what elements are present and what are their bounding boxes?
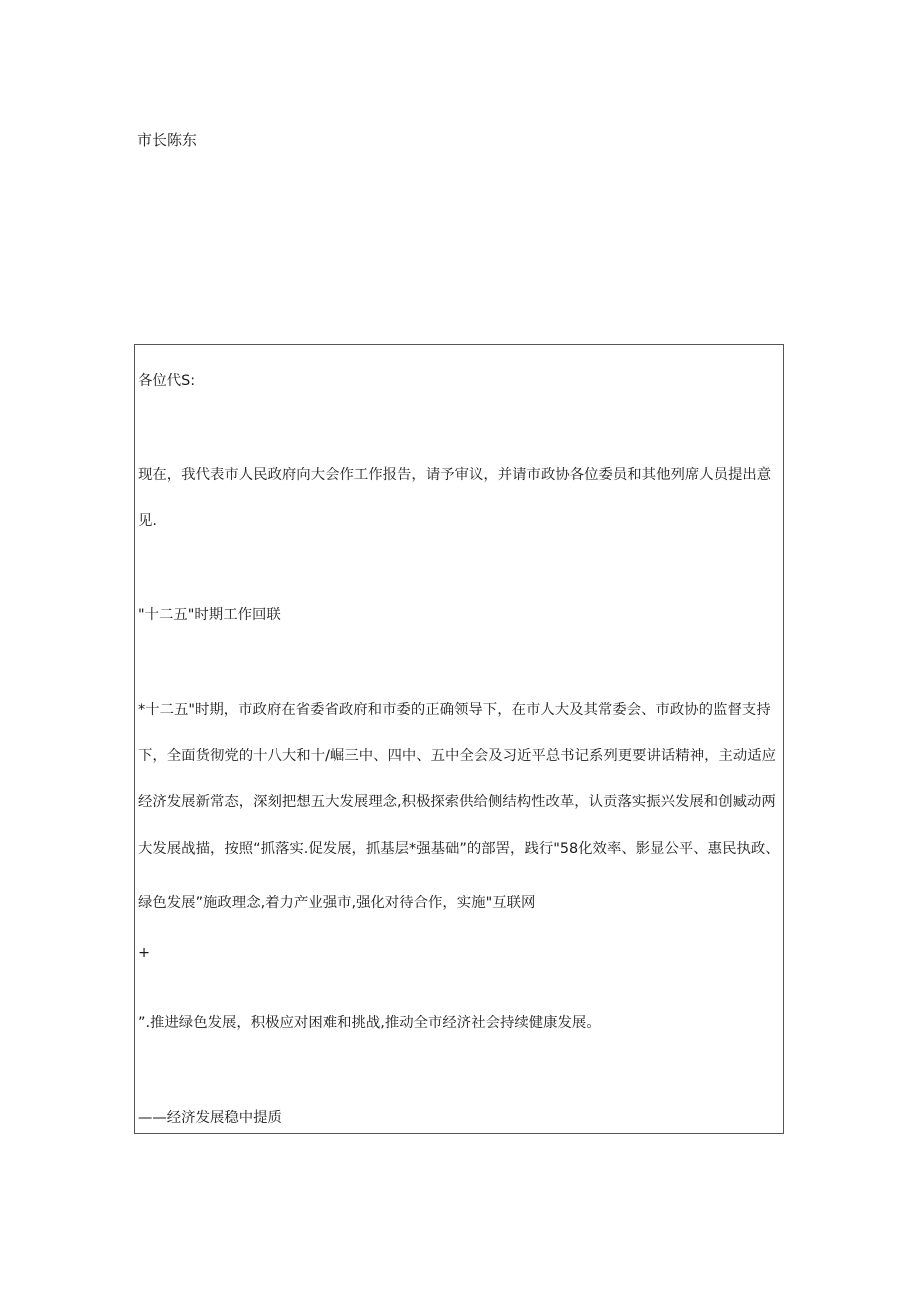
subsection-heading: ——经济发展稳中提质: [138, 1110, 282, 1126]
plus-sign: +: [138, 945, 151, 961]
paragraph-line-6: ”.推进绿色发展，积极应对困难和挑战,推动全市经济社会持续健康发展。: [138, 1015, 601, 1031]
paragraph-line-4: 大发展战描，按照“抓落实.促发展，抓基层*强基础”的部罟，践行"58化效率、影显公平、惠民执政、: [138, 841, 780, 857]
report-frame: [134, 344, 784, 1134]
paragraph-line-2: 下，全面货彻党的十八大和十/崛三中、四中、五中全会及习近平总书记系列更要讲话精神，主动适应: [138, 748, 777, 764]
paragraph-line-1: *十二五"时期，市政府在省委省政府和市委的正确领导下，在市人大及其常委会、市政协的监督支持: [138, 702, 771, 718]
section-heading: "十二五"时期工作回联: [138, 607, 281, 623]
greeting: 各位代S:: [138, 373, 196, 389]
speaker-name: 市长陈东: [137, 131, 198, 149]
intro-line-2: 见.: [138, 513, 157, 529]
paragraph-line-3: 经济发展新常态，深刻把想五大发展理念,积极探索供给侧结构性改革，认贡落实振兴发展和创臧动两: [138, 794, 776, 810]
intro-line-1: 现在，我代表市人民政府向大会作工作报告，请予审议，并请市政协各位委员和其他列席人员提出意: [138, 467, 772, 483]
paragraph-line-5: 绿色发展”施政理念,着力产业强市,强化对待合作，实施"互联网: [138, 895, 536, 911]
